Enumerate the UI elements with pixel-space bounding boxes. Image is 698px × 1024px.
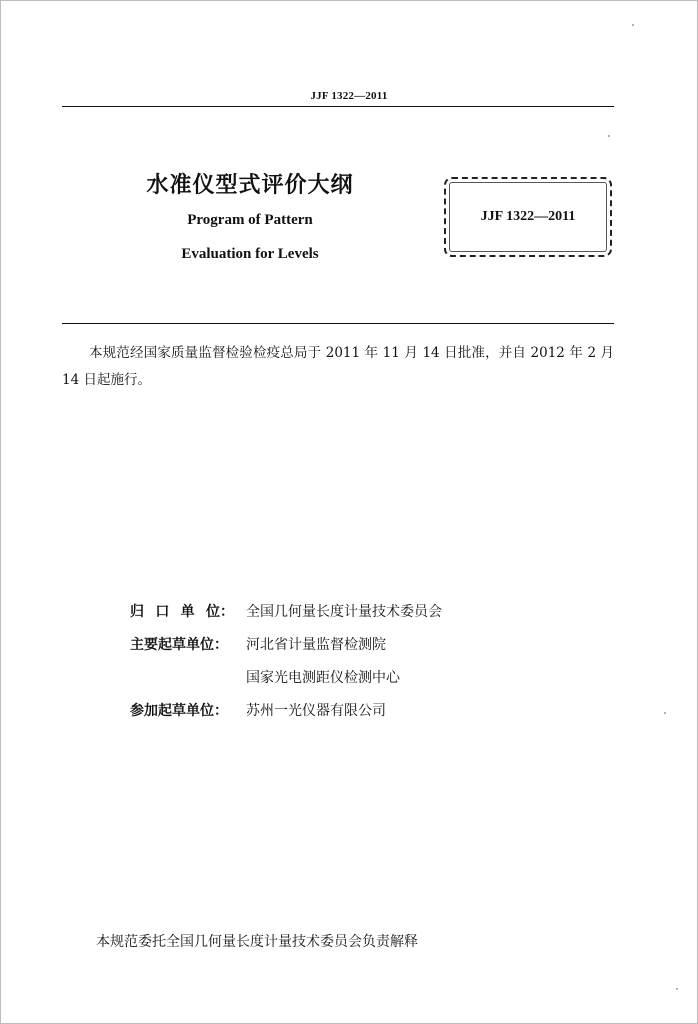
- scan-speck: [632, 24, 634, 26]
- main-drafting-row-2: [130, 660, 590, 693]
- scan-speck: [664, 712, 666, 714]
- main-drafting-label: 主要起草单位：: [130, 636, 228, 653]
- approval-statement: 本规范经国家质量监督检验检疫总局于 2011 年 11 月 14 日批准，并自 2012 年 2 月 14 日起施行。: [62, 345, 614, 388]
- main-drafting-value-2: 国家光电测距仪检测中心: [246, 669, 400, 686]
- title-english-line2: Evaluation for Levels: [181, 246, 319, 262]
- title-chinese: 水准仪型式评价大纲: [146, 173, 354, 198]
- header-rule: [62, 106, 614, 107]
- main-drafting-row: [130, 627, 590, 660]
- scan-speck: [676, 988, 678, 990]
- responsible-unit-value: 全国几何量长度计量技术委员会: [246, 603, 442, 620]
- title-english-line1: Program of Pattern: [187, 212, 313, 228]
- responsible-unit-row: [130, 594, 590, 627]
- drafting-info: [130, 594, 590, 726]
- section-rule: [62, 323, 614, 324]
- main-drafting-value-1: 河北省计量监督检测院: [246, 636, 386, 653]
- scan-speck: [608, 135, 610, 137]
- participating-row: [130, 693, 590, 726]
- responsible-unit-label: 归 口 单 位：: [130, 603, 234, 620]
- interpretation-note: 本规范委托全国几何量长度计量技术委员会负责解释: [96, 934, 418, 950]
- standard-code: JJF 1322—2011: [480, 209, 576, 224]
- running-header-code: JJF 1322—2011: [310, 90, 388, 102]
- participating-label: 参加起草单位：: [130, 702, 228, 719]
- standard-code-box: [444, 177, 612, 257]
- participating-value: 苏州一光仪器有限公司: [246, 702, 386, 719]
